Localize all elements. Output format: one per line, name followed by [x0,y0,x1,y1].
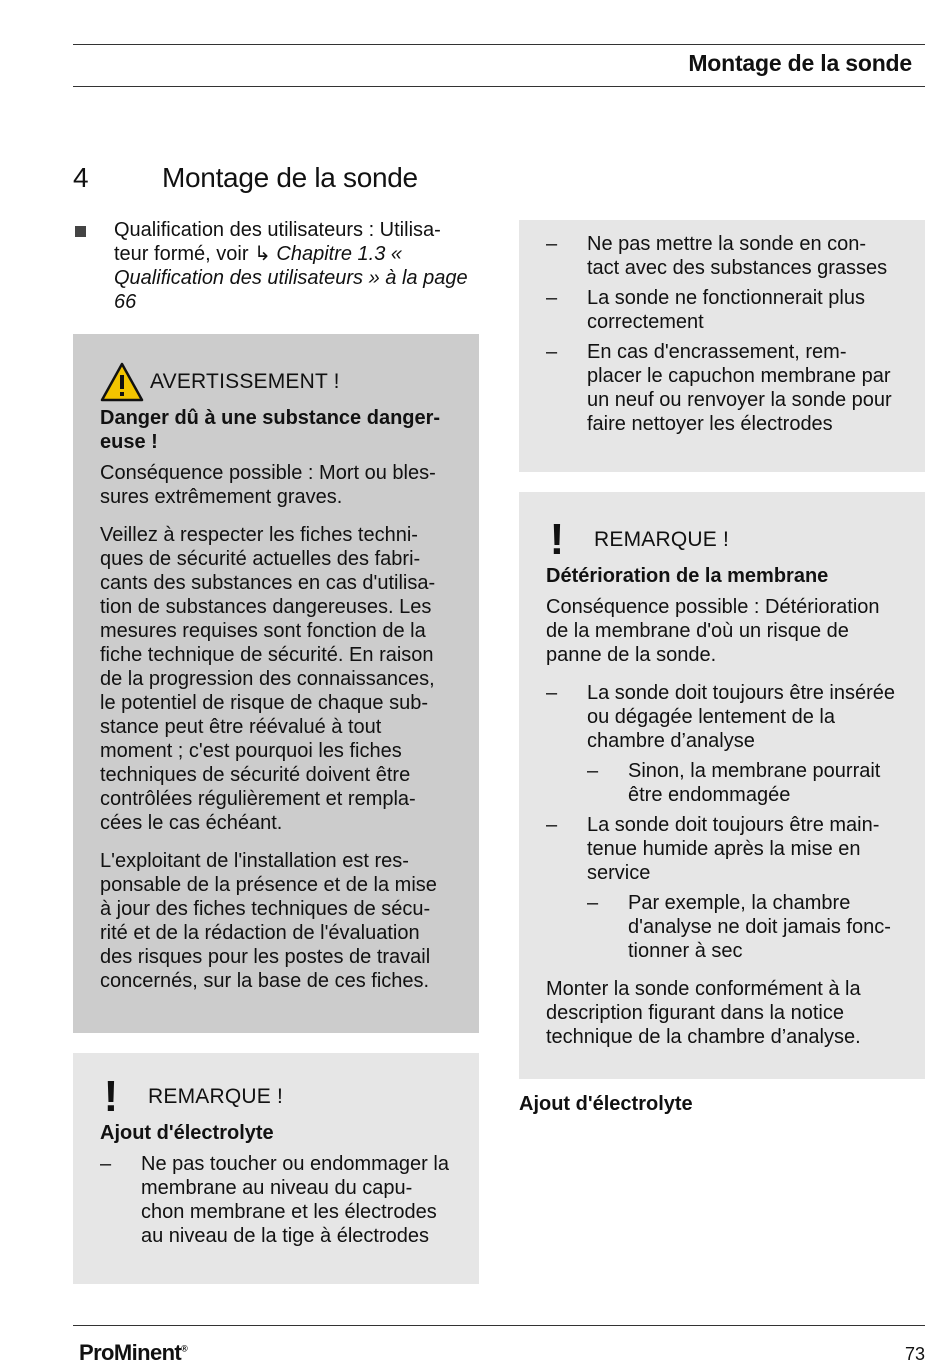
chapter-title: Montage de la sonde [162,162,418,193]
note-box-membrane [519,492,925,1079]
note-paragraph: Monter la sonde conformément à la description figurant dans la notice technique de la chambre d’analyse. [546,978,861,1048]
note-header [100,1072,451,1121]
warning-paragraph: Conséquence possible : Mort ou bles-sures extrêmement graves. [100,462,436,508]
note-subtitle: Détérioration de la membrane [546,565,829,587]
warning-paragraph: Veillez à respecter les fiches techni-ques de sécurité actuelles des fabri-cants des substances en cas d'utilisa-tion de substances dangereuses. Les mesures requises sont fonction de la fiche technique de sécurité. En raison de la progression des connaissances, le potentiel de risque de chaque sub-stance peut être réévalué à tout moment ; c'est pourquoi les fiches techniques de sécurité doivent être contrôlées régulièrement et rempla-cées le cas échéant. [100,524,436,834]
square-bullet-icon [75,226,86,237]
list-subitem: – Par exemple, la chambre d'analyse ne doit jamais fonc-tionner à sec [587,891,897,963]
list-subitem: – Sinon, la membrane pourrait être endommagée [587,759,897,807]
header-top-rule [73,44,925,45]
warning-header [100,362,451,402]
note-box-electrolyte [73,1053,479,1284]
list-item: – La sonde doit toujours être main-tenue humide après la mise en service [546,813,897,885]
continued-note-box [519,220,925,472]
chapter-number: 4 [73,162,89,193]
qualification-bullet [73,218,479,314]
list-item: – En cas d'encrassement, rem-placer le capuchon membrane par un neuf ou renvoyer la sonde pour faire nettoyer les électrodes [546,340,897,436]
list-item: – La sonde doit toujours être insérée ou dégagée lentement de la chambre d’analyse [546,681,897,753]
running-header-title: Montage de la sonde [688,50,912,76]
header-bottom-rule [73,86,925,87]
list-item: – La sonde ne fonctionnerait plus correctement [546,286,897,334]
right-column [519,220,925,1116]
note-label: REMARQUE ! [148,1085,284,1108]
warning-label: AVERTISSEMENT ! [150,370,340,393]
note-label: REMARQUE ! [594,528,730,551]
page-number: 73 [904,1344,925,1364]
footer-rule [73,1325,925,1326]
note-subtitle: Ajout d'électrolyte [100,1122,274,1144]
qualification-link[interactable]: Chapitre 1.3 « Qualification des utilisateurs » à la page 66 [114,243,468,313]
list-item: – Ne pas toucher ou endommager la membrane au niveau du capu-chon membrane et les électrodes au niveau de la tige à électrodes [100,1152,451,1248]
list-item: – Ne pas mettre la sonde en con-tact avec des substances grasses [546,232,897,280]
warning-paragraph: L'exploitant de l'installation est res-ponsable de la présence et de la mise à jour des fiches techniques de sécu-rité et de la rédaction de l'évaluation des risques pour les postes de travail concernés, sur la base de ces fiches. [100,850,437,992]
note-header [546,515,897,564]
qualification-text: Qualification des utilisateurs : Utilisa-teur formé, voir [114,219,441,265]
exclamation-icon: ! [103,1072,119,1121]
warning-subtitle: Danger dû à une substance danger-euse ! [100,407,441,453]
exclamation-icon: ! [549,515,565,564]
reference-arrow-icon: ↳ [254,243,271,265]
left-column [73,218,479,1284]
note-paragraph: Conséquence possible : Détérioration de la membrane d'où un risque de panne de la sonde. [546,596,880,666]
brand-logo: ProMinent® [79,1340,188,1365]
section-heading: Ajout d'électrolyte [519,1093,693,1115]
warning-triangle-icon [100,362,144,402]
warning-box [73,334,479,1033]
